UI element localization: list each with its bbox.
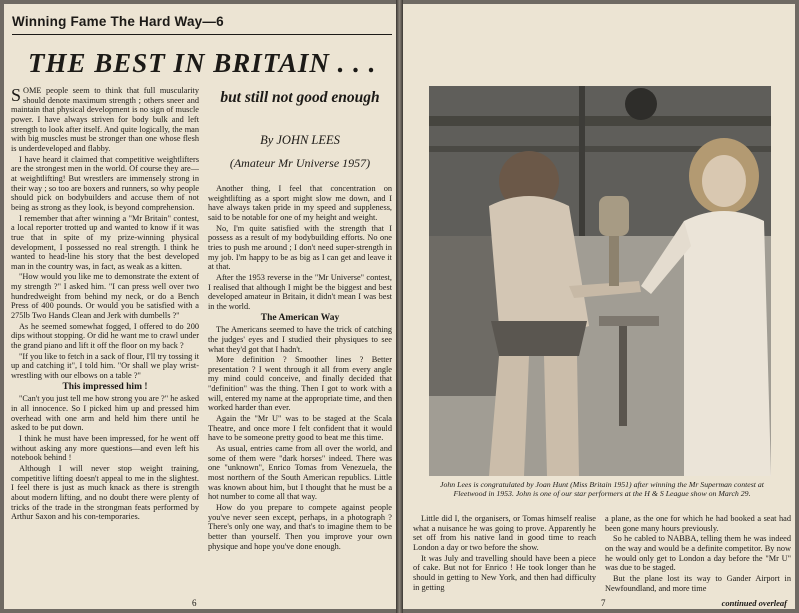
paragraph: More definition ? Smoother lines ? Better presentation ? I went through it all from every angle my mind could conceive, and finally decided that "definition" was the thing. Then I got to work with a will, entered my name at the appropriate time, and then worked harder than ever. <box>208 355 392 413</box>
paragraph: It was July and travelling should have been a piece of cake. But not for Enrico ! He took longer than he should in getting to New York, and then had difficulty in getting <box>413 553 596 592</box>
article-column-4 <box>605 514 791 599</box>
continued-overleaf: continued overleaf <box>721 598 787 608</box>
paragraph: Little did I, the organisers, or Tomas himself realise what a nuisance he was going to prove. Apparently he set off from his native land in good time to reach London a day or two before the show. <box>413 514 596 552</box>
paragraph: OME people seem to think that full muscularity should denote maximum strength ; others sneer and maintain that physical development is no sign of muscle power. I have always striven for body bulk and left strength to look after itself. And quite logically, the man with big muscles must be stronger than one whose flesh is underdeveloped and flabby. <box>11 86 199 153</box>
article-subheadline: but still not good enough <box>220 89 380 106</box>
paragraph: a plane, as the one for which he had booked a seat had been gone many hours previously. <box>605 514 791 533</box>
series-rule <box>12 34 392 35</box>
page-number: 6 <box>192 598 197 608</box>
paragraph: I think he must have been impressed, for he went off without asking any more questions—and even left his notebook behind ! <box>11 433 199 463</box>
paragraph: "If you like to fetch in a sack of flour, I'll try tossing it up and catching it", I told him. "Or shall we play wrist-wrestling with our elbows on a table ?" <box>11 351 199 381</box>
paragraph: Although I will never stop weight training, competitive lifting doesn't appeal to me in the slightest. I feel there is just as much knack as there is strength about modern lifting, and no doubt there were plenty of tricks of the trade in the strongman feats performed by Arthur Saxon and his con-temporaries. <box>11 463 199 522</box>
right-page <box>403 4 795 609</box>
page-number: 7 <box>601 598 606 608</box>
paragraph: "How would you like me to demonstrate the extent of my strength ?" I asked him. "I can press well over two hundredweight from behind my neck, or do a Bench Press of 400 pounds. Or would you be satisfied with a 275lb Two Hands Clean and Jerk with dumbells ?" <box>11 272 199 321</box>
paragraph: "Can't you just tell me how strong you are ?" he asked in all innocence. So I picked him up and pressed him overhead with one arm and held him there until he asked to be put down. <box>11 394 199 433</box>
drop-cap: S <box>11 86 22 105</box>
paragraph: How do you prepare to compete against people you've never seen except, perhaps, in a photograph ? There's only one way, and that's to imagine them to be better than yourself. Then you improve your own physique and hope you've done enough. <box>208 503 392 551</box>
paragraph: I have heard it claimed that competitive weightlifters are the strongest men in the world. Of course they are—at weightlifting! But wrestlers are immensely strong in their way ; so too are boxers and runners, so why people should pick on bodybuilders and accuse them of not being as strong as they look, is beyond comprehension. <box>11 154 199 212</box>
paragraph: Another thing, I feel that concentration on weightlifting as a sport might slow me down, and I have always taken pride in my speed and suppleness, said to be notable for one of my height and weight. <box>208 184 392 222</box>
paragraph: As he seemed somewhat fogged, I offered to do 200 dips without stopping. Or did he want me to crawl under the grand piano and lift it off the floor on my back ? <box>11 321 199 351</box>
article-column-1 <box>11 86 199 596</box>
paragraph: After the 1953 reverse in the "Mr Universe" contest, I realised that although I might be the biggest and best developed amateur in Britain, it didn't mean I was best in the world. <box>208 272 392 311</box>
paragraph: I remember that after winning a "Mr Britain" contest, a local reporter trotted up and wanted to know if it was true that in spite of my prize-winning physical development, I possessed no real strength. I think he wanted to head-line his story that the best developed man in the country was, in fact, as weak as a kitten. <box>11 213 199 271</box>
article-headline: THE BEST IN BRITAIN . . . <box>28 48 377 78</box>
photo-caption: John Lees is congratulated by Joan Hunt (Miss Britain 1951) after winning the Mr Superman contest at Fleetwood in 1953. John is one of our star performers at the H & S League show on March 29. <box>440 480 764 499</box>
page-gutter <box>396 0 403 613</box>
paragraph: As usual, entries came from all over the world, and some of them were "dark horses" indeed. There was one "unknown", Enrico Tomas from Venezuela, the most northern of the South American republics. Little was known about him, but I thought that he must be a hot number to come all that way. <box>208 444 392 502</box>
article-photo <box>429 86 771 476</box>
paragraph: So he cabled to NABBA, telling them he was indeed on the way and would be a definite competitor. By now he would only get to London a day before the "Mr U" was due to be staged. <box>605 534 791 573</box>
paragraph: But the plane lost its way to Gander Airport in Newfoundland, and more time <box>605 573 791 593</box>
author-affiliation: (Amateur Mr Universe 1957) <box>229 156 371 170</box>
paragraph: Again the "Mr U" was to be staged at the Scala Theatre, and once more I felt confident that it would have to be someone pretty good to beat me this time. <box>208 414 392 443</box>
photo-illustration <box>429 86 771 476</box>
article-byline: By JOHN LEES <box>260 133 340 147</box>
section-heading: The American Way <box>260 312 340 323</box>
paragraph: The Americans seemed to have the trick of catching the judges' eyes and I studied their physiques to see what they'd got that I hadn't. <box>208 325 392 354</box>
article-column-2 <box>208 184 392 596</box>
section-heading: This impressed him ! <box>62 381 148 392</box>
paragraph: No, I'm quite satisfied with the strength that I possess as a result of my bodybuilding efforts. No one tries to push me around ; I don't need super-strength in my job. I'm happy to be as big as I can get and leave it at that. <box>208 223 392 272</box>
left-page <box>4 4 396 609</box>
series-title: Winning Fame The Hard Way—6 <box>12 14 224 29</box>
article-column-3 <box>413 514 596 599</box>
